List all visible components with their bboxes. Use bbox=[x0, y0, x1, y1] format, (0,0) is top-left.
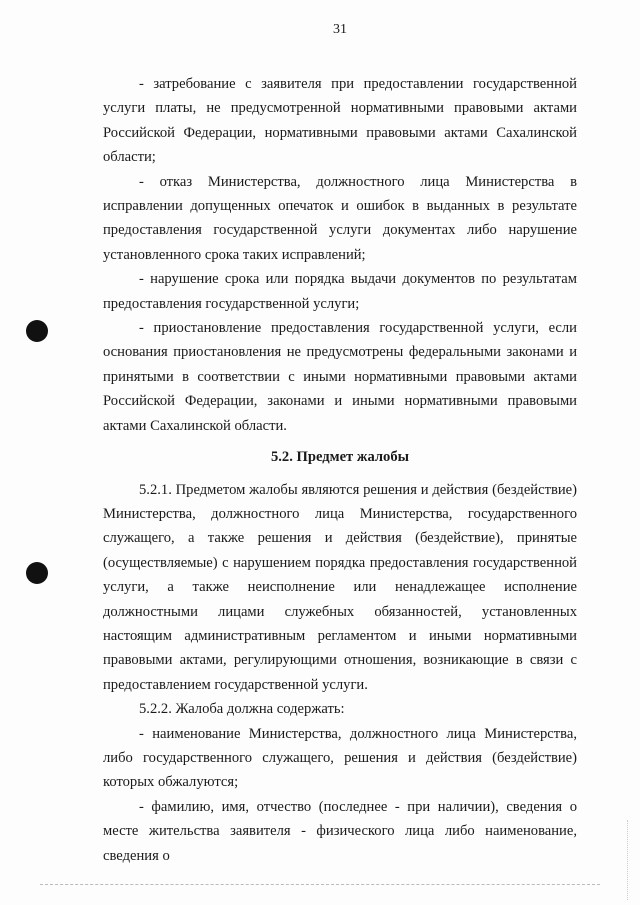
scan-artifact-line bbox=[40, 884, 600, 885]
page-number: 31 bbox=[333, 22, 347, 37]
punch-hole-bottom bbox=[26, 562, 48, 584]
paragraph-complaint-contents: 5.2.2. Жалоба должна содержать: bbox=[139, 701, 345, 718]
section-heading: 5.2. Предмет жалобы bbox=[270, 449, 410, 466]
scan-artifact-edge bbox=[627, 820, 628, 900]
paragraph-fee-demand: - затребование с заявителя при предоставлении государственной услуги платы, не предусмотренной нормативными правовыми актами Российской Федерации, нормативными правовыми актами Сахалинской области; bbox=[103, 76, 577, 166]
paragraph-complaint-subject: 5.2.1. Предметом жалобы являются решения и действия (бездействие) Министерства, должностного лица Министерства, государственного служащего, а также решения и действия (бездействие), принятые (осуществляемые) с нарушением порядка предоставления государственной услуги, а также неисполнение или ненадлежащее исполнение должностными лицами служебных обязанностей, установленных настоящим административным регламентом и иными нормативными правовыми актами, регулирующими отношения, возникающие в связи с предоставлением государственной услуги. bbox=[103, 481, 577, 693]
paragraph-suspension: - приостановление предоставления государственной услуги, если основания приостановления не предусмотрены федеральными законами и принятыми в соответствии с иными нормативными правовыми актами Российской Федерации, законами и иными нормативными правовыми актами Сахалинской области. bbox=[103, 320, 577, 434]
paragraph-deadline-violation: - нарушение срока или порядка выдачи документов по результатам предоставления государственной услуги; bbox=[103, 271, 577, 312]
punch-hole-top bbox=[26, 320, 48, 342]
document-body bbox=[103, 72, 577, 868]
paragraph-applicant-info: - фамилию, имя, отчество (последнее - при наличии), сведения о месте жительства заявителя - физического лица либо наименование, сведения о bbox=[103, 798, 577, 864]
paragraph-ministry-name: - наименование Министерства, должностного лица Министерства, либо государственного служащего, решения и действия (бездействие) которых обжалуются; bbox=[103, 725, 577, 791]
paragraph-typo-refusal: - отказ Министерства, должностного лица Министерства в исправлении допущенных опечаток и ошибок в выданных в результате предоставления государственной услуги документах либо нарушение установленного срока таких исправлений; bbox=[103, 173, 577, 263]
